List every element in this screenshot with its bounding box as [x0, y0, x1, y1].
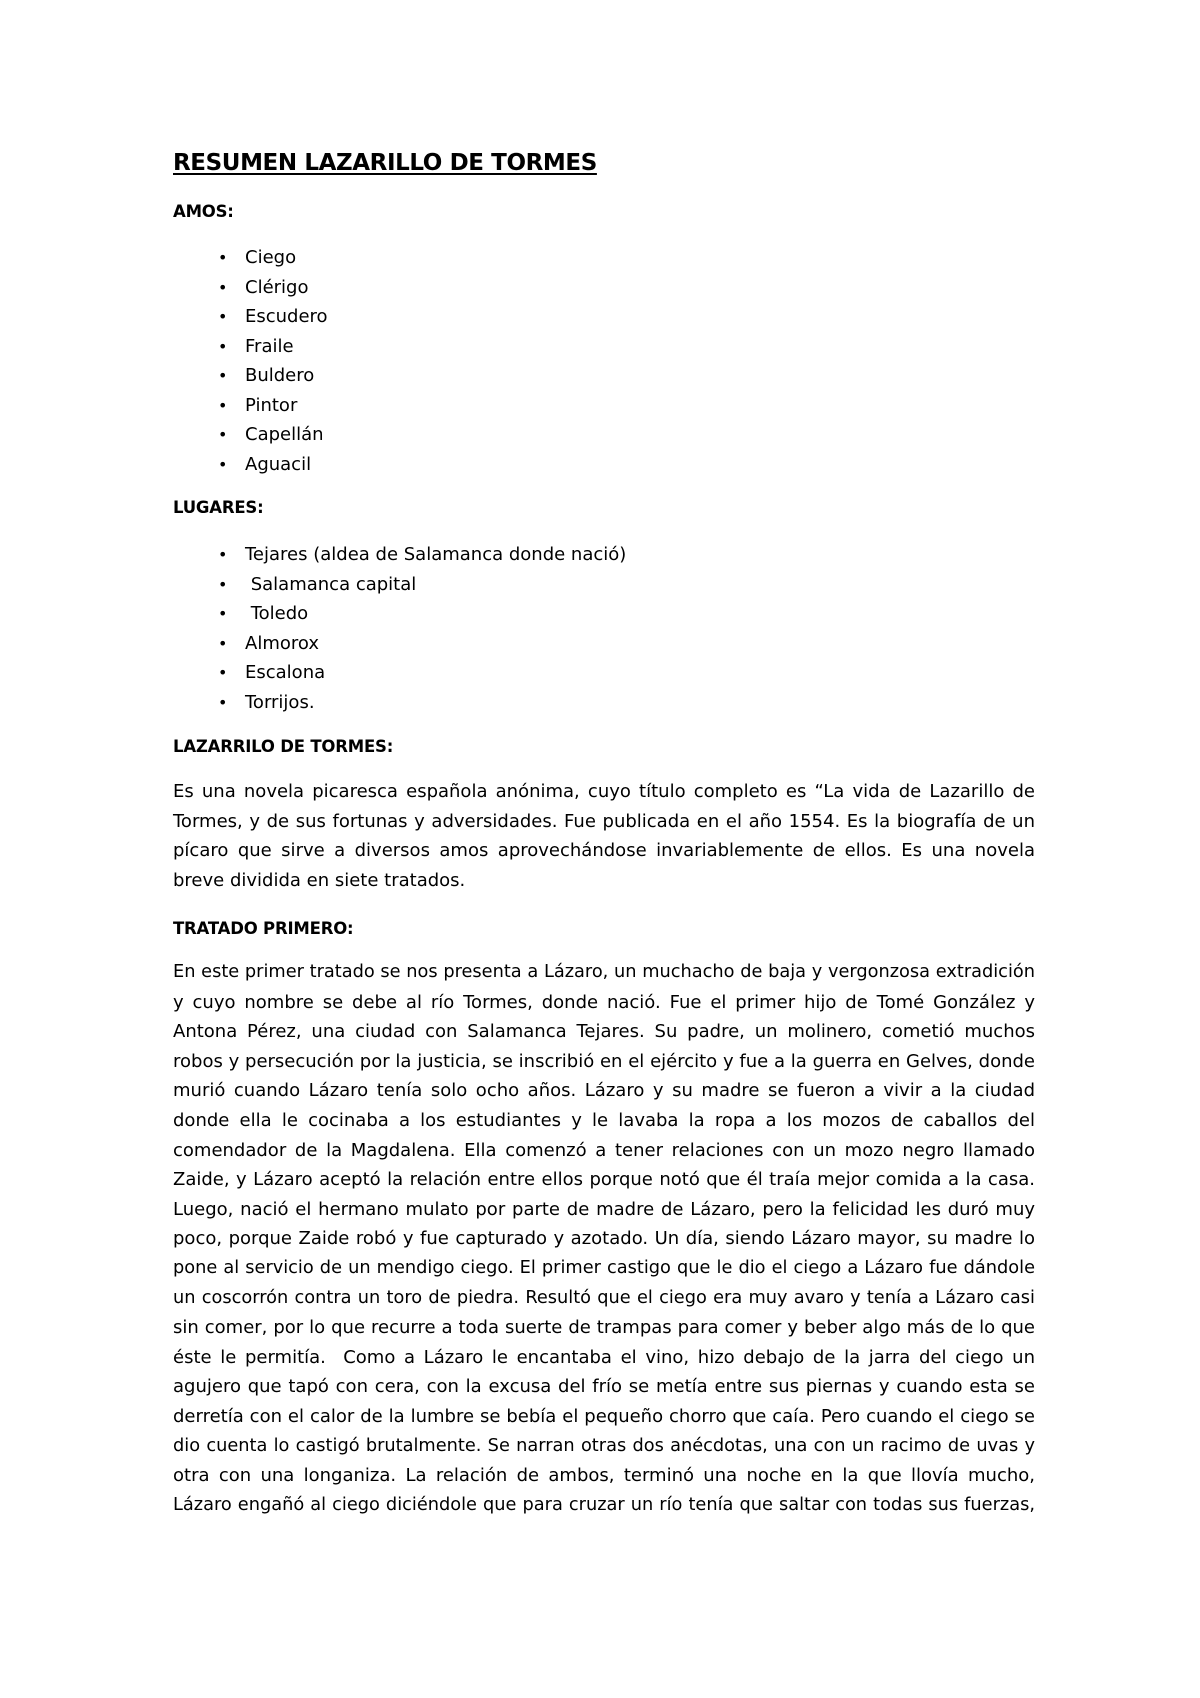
paragraph-line: pone al servicio de un mendigo ciego. El primer castigo que le dio el ciego a Lázaro fue dándole	[173, 1257, 1035, 1278]
list-item: • Tejares (aldea de Salamanca donde nació)	[173, 540, 626, 570]
amos-heading: AMOS:	[173, 202, 234, 221]
bullet-icon: •	[218, 366, 228, 385]
bullet-icon: •	[218, 692, 228, 712]
list-item: • Pintor	[173, 391, 328, 421]
paragraph-line: Es una novela picaresca española anónima, cuyo título completo es “La vida de Lazarillo de	[173, 781, 1035, 802]
bullet-icon: •	[218, 574, 228, 594]
paragraph-line: robos y persecución por la justicia, se inscribió en el ejército y fue a la guerra en Gelves, donde	[173, 1050, 1035, 1072]
paragraph-line: donde ella le cocinaba a los estudiantes y le lavaba la ropa a los mozos de caballos del	[173, 1109, 1035, 1131]
bullet-icon: •	[218, 604, 228, 623]
paragraph-line: Antona Pérez, una ciudad con Salamanca Tejares. Su padre, un molinero, cometió muchos	[173, 1021, 1035, 1043]
list-item: • Escalona	[173, 658, 626, 688]
document-title: RESUMEN LAZARILLO DE TORMES	[173, 150, 597, 176]
list-item: • Ciego	[173, 243, 328, 273]
bullet-icon: •	[218, 248, 228, 267]
bullet-icon: •	[218, 633, 228, 653]
list-item: • Aguacil	[173, 450, 328, 480]
lazarillo-paragraph	[173, 777, 1035, 895]
bullet-icon: •	[218, 454, 228, 474]
paragraph-line: Zaide, y Lázaro aceptó la relación entre ellos porque notó que él traía mejor comida a la casa.	[173, 1169, 1035, 1191]
paragraph-line: comendador de la Magdalena. Ella comenzó a tener relaciones con un mozo negro llamado	[173, 1139, 1035, 1161]
paragraph-line: dio cuenta lo castigó brutalmente. Se narran otras dos anécdotas, una con un racimo de uvas y	[173, 1435, 1035, 1456]
paragraph-line: sin comer, por lo que recurre a toda suerte de trampas para comer y beber algo más de lo que	[173, 1317, 1035, 1339]
paragraph-line: y cuyo nombre se debe al río Tormes, donde nació. Fue el primer hijo de Tomé González y	[173, 991, 1035, 1013]
paragraph-line: poco, porque Zaide robó y fue capturado y azotado. Un día, siendo Lázaro mayor, su madre lo	[173, 1228, 1035, 1250]
paragraph-line: breve dividida en siete tratados.	[173, 869, 466, 891]
bullet-icon: •	[218, 395, 228, 415]
paragraph-line: Lázaro engañó al ciego diciéndole que para cruzar un río tenía que saltar con todas sus fuerzas,	[173, 1494, 1035, 1515]
paragraph-line: agujero que tapó con cera, con la excusa del frío se metía entre sus piernas y cuando esta se	[173, 1376, 1035, 1398]
tratado-primero-paragraph	[173, 958, 1035, 1520]
list-item: • Capellán	[173, 420, 328, 450]
lugares-list	[173, 540, 626, 717]
paragraph-line: un coscorrón contra un toro de piedra. Resultó que el ciego era muy avaro y tenía a Lázaro casi	[173, 1287, 1035, 1308]
list-item: • Torrijos.	[173, 688, 626, 718]
bullet-icon: •	[218, 663, 228, 682]
paragraph-line: derretía con el calor de la lumbre se bebía el pequeño chorro que caía. Pero cuando el ciego se	[173, 1405, 1035, 1427]
list-item: • Clérigo	[173, 273, 328, 303]
paragraph-line: Luego, nació el hermano mulato por parte de madre de Lázaro, pero la felicidad les duró muy	[173, 1198, 1035, 1220]
bullet-icon: •	[218, 307, 228, 326]
list-item: • Toledo	[173, 599, 626, 629]
paragraph-line: murió cuando Lázaro tenía solo ocho años. Lázaro y su madre se fueron a vivir a la ciudad	[173, 1080, 1035, 1102]
list-item: • Salamanca capital	[173, 570, 626, 600]
list-item: • Almorox	[173, 629, 626, 659]
tratado-primero-heading: TRATADO PRIMERO:	[173, 919, 354, 938]
lugares-heading: LUGARES:	[173, 498, 264, 517]
bullet-icon: •	[218, 425, 228, 444]
bullet-icon: •	[218, 277, 228, 297]
list-item: • Fraile	[173, 332, 328, 362]
paragraph-line: éste le permitía. Como a Lázaro le encantaba el vino, hizo debajo de la jarra del ciego un	[173, 1346, 1035, 1368]
list-item: • Buldero	[173, 361, 328, 391]
amos-list	[173, 243, 328, 479]
list-item: • Escudero	[173, 302, 328, 332]
paragraph-line: Tormes, y de sus fortunas y adversidades. Fue publicada en el año 1554. Es la biografía de un	[173, 810, 1035, 832]
paragraph-line: En este primer tratado se nos presenta a Lázaro, un muchacho de baja y vergonzosa extradición	[173, 962, 1035, 982]
bullet-icon: •	[218, 336, 228, 356]
bullet-icon: •	[218, 545, 228, 564]
paragraph-line: pícaro que sirve a diversos amos aprovechándose invariablemente de ellos. Es una novela	[173, 840, 1035, 862]
paragraph-line: otra con una longaniza. La relación de ambos, terminó una noche en la que llovía mucho,	[173, 1465, 1035, 1487]
lazarillo-heading: LAZARRILO DE TORMES:	[173, 737, 394, 756]
